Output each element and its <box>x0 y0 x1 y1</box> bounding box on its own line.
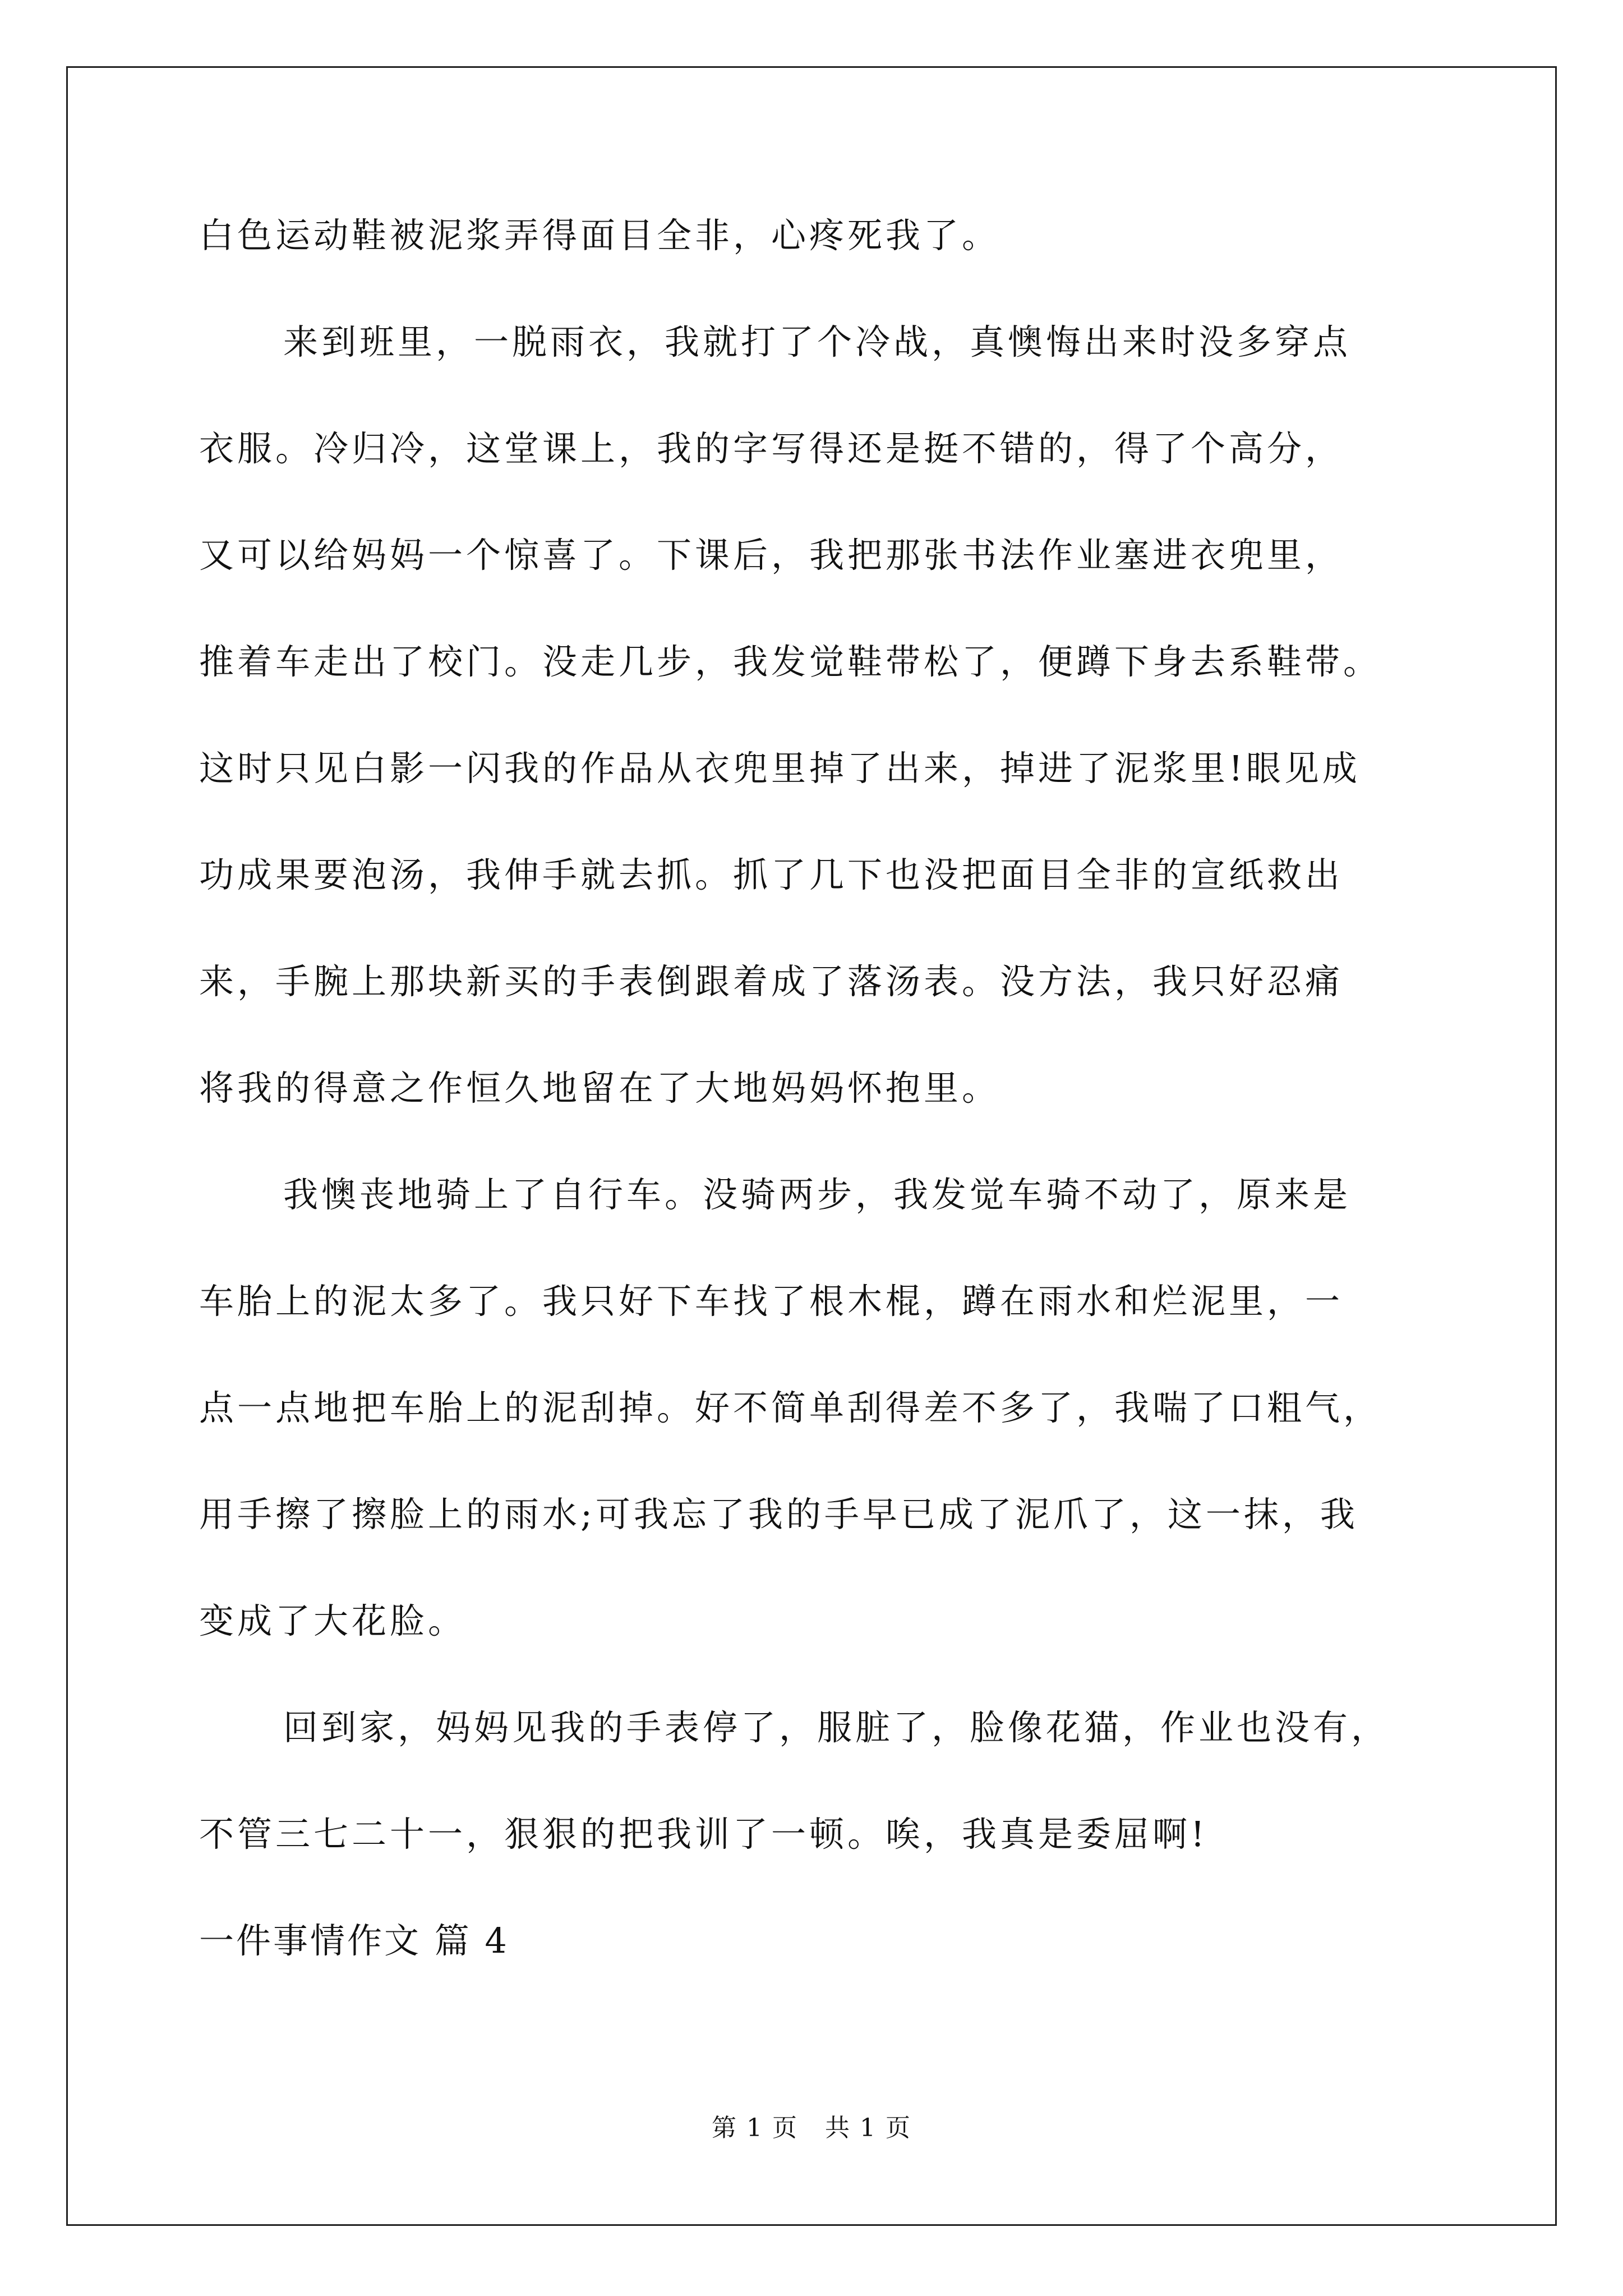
text-line: 来，手腕上那块新买的手表倒跟着成了落汤表。没方法，我只好忍痛 <box>199 961 1344 1002</box>
page-footer <box>0 2108 1623 2143</box>
text-line: 又可以给妈妈一个惊喜了。下课后，我把那张书法作业塞进衣兜里， <box>199 535 1344 576</box>
paragraph-start-line: 来到班里，一脱雨衣，我就打了个冷战，真懊悔出来时没多穿点 <box>283 321 1352 362</box>
text-line: 变成了大花脸。 <box>199 1600 467 1641</box>
page-number: 第 1 页 <box>712 2114 798 2142</box>
text-line: 功成果要泡汤，我伸手就去抓。抓了几下也没把面目全非的宣纸救出 <box>199 854 1344 895</box>
text-line: 这时只见白影一闪我的作品从衣兜里掉了出来，掉进了泥浆里!眼见成 <box>199 748 1361 789</box>
document-body <box>199 208 1433 2019</box>
page-total: 共 1 页 <box>825 2114 911 2142</box>
text-line: 白色运动鞋被泥浆弄得面目全非，心疼死我了。 <box>199 215 1000 256</box>
paragraph-start-line: 回到家，妈妈见我的手表停了，服脏了，脸像花猫，作业也没有， <box>283 1707 1390 1748</box>
text-line: 用手擦了擦脸上的雨水;可我忘了我的手早已成了泥爪了，这一抹，我 <box>199 1494 1358 1535</box>
section-heading: 一件事情作文 篇 4 <box>199 1920 509 1961</box>
text-line: 将我的得意之作恒久地留在了大地妈妈怀抱里。 <box>199 1068 1000 1108</box>
text-line: 点一点地把车胎上的泥刮掉。好不简单刮得差不多了，我喘了口粗气， <box>199 1387 1382 1428</box>
text-line: 衣服。冷归冷，这堂课上，我的字写得还是挺不错的，得了个高分， <box>199 428 1344 469</box>
text-line: 推着车走出了校门。没走几步，我发觉鞋带松了，便蹲下身去系鞋带。 <box>199 641 1382 682</box>
text-line: 不管三七二十一，狠狠的把我训了一顿。唉，我真是委屈啊! <box>199 1814 1208 1855</box>
text-line: 车胎上的泥太多了。我只好下车找了根木棍，蹲在雨水和烂泥里，一 <box>199 1281 1344 1322</box>
paragraph-start-line: 我懊丧地骑上了自行车。没骑两步，我发觉车骑不动了，原来是 <box>283 1174 1352 1215</box>
